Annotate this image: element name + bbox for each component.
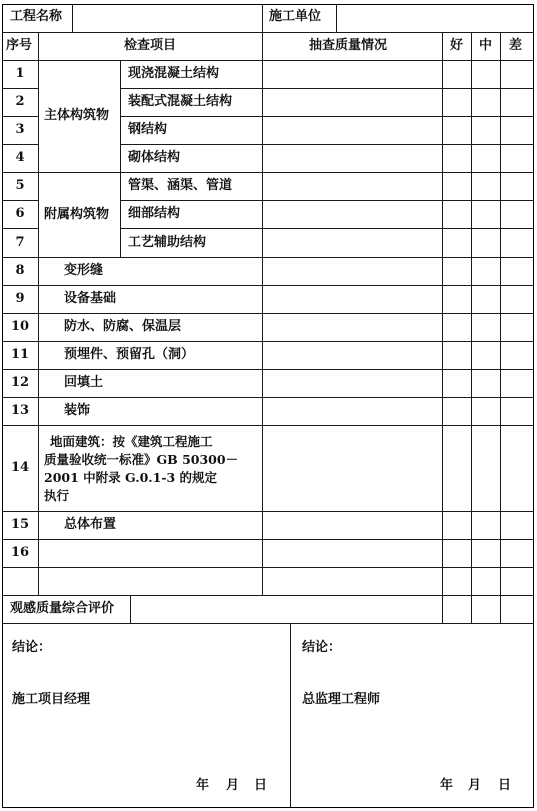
quality-cell[interactable] [263,258,442,285]
poor-cell[interactable] [501,314,533,341]
poor-cell[interactable] [501,540,533,567]
project-name-field[interactable] [73,5,262,32]
rule-group [120,60,121,257]
good-cell[interactable] [443,568,471,595]
medium-cell[interactable] [472,314,500,341]
row-item: 工艺辅助结构 [128,235,207,250]
row-no: 6 [15,206,25,221]
medium-cell[interactable] [472,286,500,313]
row-no: 8 [15,263,25,278]
good-cell[interactable] [443,61,471,88]
overall-medium-cell[interactable] [472,596,500,623]
row-item: 预埋件、预留孔（洞） [64,347,195,362]
row-no: 11 [10,347,30,362]
medium-cell[interactable] [472,568,500,595]
poor-cell[interactable] [501,568,533,595]
good-cell[interactable] [443,342,471,369]
rule-overall [2,623,534,624]
row-no: 9 [15,291,25,306]
row-no: 12 [10,375,30,390]
rule-after-header [2,32,534,33]
rule-row3-seq [2,144,38,145]
row-no: 14 [10,460,30,475]
rule-row5-seq [2,200,38,201]
overall-evaluation-field[interactable] [131,596,442,623]
row-item: 设备基础 [64,291,117,306]
date-day-right: 日 [498,778,512,793]
medium-cell[interactable] [472,201,500,228]
overall-evaluation-label: 观感质量综合评价 [10,601,115,616]
good-cell[interactable] [443,286,471,313]
row-item-line: 质量验收统一标准》GB 50300－ [44,452,239,467]
quality-cell[interactable] [263,229,442,257]
medium-cell[interactable] [472,426,500,511]
medium-cell[interactable] [472,61,500,88]
poor-cell[interactable] [501,61,533,88]
poor-cell[interactable] [501,145,533,172]
col-poor-header: 差 [509,38,523,53]
row-item: 现浇混凝土结构 [128,66,220,81]
good-cell[interactable] [443,540,471,567]
row-no: 7 [15,235,25,250]
row-item: 装配式混凝土结构 [128,94,233,109]
row-item: 回填土 [64,375,104,390]
row-item: 变形缝 [64,263,104,278]
project-manager-label: 施工项目经理 [12,692,91,707]
medium-cell[interactable] [472,117,500,144]
good-cell[interactable] [443,89,471,116]
medium-cell[interactable] [472,512,500,539]
date-year-right: 年 [440,778,454,793]
good-cell[interactable] [443,145,471,172]
col-quality-header: 抽查质量情况 [309,38,388,53]
good-cell[interactable] [443,229,471,257]
row-item: 总体布置 [64,517,117,532]
chief-supervisor-label: 总监理工程师 [302,692,381,707]
date-day-left: 日 [254,778,268,793]
rule-conclusion-split [290,623,291,807]
conclusion-right-field[interactable] [291,660,533,690]
good-cell[interactable] [443,258,471,285]
col-good-header: 好 [450,38,464,53]
row-no: 16 [10,545,30,560]
poor-cell[interactable] [501,512,533,539]
row-item: 细部结构 [128,206,181,221]
col-seq-header: 序号 [6,38,33,53]
poor-cell[interactable] [501,286,533,313]
medium-cell[interactable] [472,540,500,567]
quality-cell[interactable] [263,145,442,172]
date-month-right: 月 [468,778,482,793]
row-no: 15 [10,517,30,532]
quality-cell[interactable] [263,61,442,88]
date-month-left: 月 [226,778,240,793]
conclusion-left-field[interactable] [3,660,290,690]
row-no: 1 [15,66,25,81]
conclusion-right-label: 结论： [302,640,342,655]
conclusion-left-label: 结论： [12,640,52,655]
row-no: 2 [15,94,25,109]
good-cell[interactable] [443,117,471,144]
quality-cell[interactable] [263,173,442,200]
construction-unit-label: 施工单位 [269,9,322,24]
quality-cell[interactable] [263,314,442,341]
row-item: 防水、防腐、保温层 [64,319,182,334]
medium-cell[interactable] [472,398,500,425]
medium-cell[interactable] [472,342,500,369]
medium-cell[interactable] [472,89,500,116]
row-item-line: 执行 [44,488,70,503]
poor-cell[interactable] [501,201,533,228]
row-no: 4 [15,150,25,165]
medium-cell[interactable] [472,229,500,257]
good-cell[interactable] [443,370,471,397]
quality-cell[interactable] [263,342,442,369]
group-main-structure: 主体构筑物 [44,108,110,123]
row-item: 砌体结构 [128,150,181,165]
medium-cell[interactable] [472,173,500,200]
quality-cell[interactable] [263,201,442,228]
poor-cell[interactable] [501,117,533,144]
good-cell[interactable] [443,512,471,539]
rule-row6-seq [2,228,38,229]
good-cell[interactable] [443,201,471,228]
col-item-header: 检查项目 [124,38,177,53]
construction-unit-field[interactable] [337,5,533,32]
quality-cell[interactable] [263,426,442,511]
row-item-line: 2001 中附录 G.0.1-3 的规定 [44,470,218,485]
group-auxiliary-structure: 附属构筑物 [44,207,110,222]
poor-cell[interactable] [501,173,533,200]
poor-cell[interactable] [501,342,533,369]
poor-cell[interactable] [501,229,533,257]
poor-cell[interactable] [501,426,533,511]
row-no: 13 [10,403,30,418]
date-year-left: 年 [196,778,210,793]
rule-seq [38,32,39,595]
poor-cell[interactable] [501,258,533,285]
row-no: 5 [15,178,25,193]
quality-cell[interactable] [263,540,442,567]
project-name-label: 工程名称 [10,9,63,24]
quality-cell[interactable] [263,398,442,425]
poor-cell[interactable] [501,370,533,397]
medium-cell[interactable] [472,258,500,285]
poor-cell[interactable] [501,89,533,116]
row-item: 管渠、涵渠、管道 [128,178,233,193]
col-medium-header: 中 [479,38,493,53]
quality-cell[interactable] [263,117,442,144]
good-cell[interactable] [443,398,471,425]
quality-cell[interactable] [263,512,442,539]
rule-right [533,4,534,808]
good-cell[interactable] [443,426,471,511]
quality-cell[interactable] [263,370,442,397]
medium-cell[interactable] [472,145,500,172]
medium-cell[interactable] [472,370,500,397]
overall-poor-cell[interactable] [501,596,533,623]
rule-bottom [2,807,534,808]
rule-row1-seq [2,88,38,89]
overall-good-cell[interactable] [443,596,471,623]
row-item-line: 地面建筑：按《建筑工程施工 [50,434,213,449]
quality-cell[interactable] [263,89,442,116]
row-no: 10 [10,319,30,334]
row-item: 装饰 [64,403,91,418]
good-cell[interactable] [443,314,471,341]
rule-h-mid [262,4,263,32]
poor-cell[interactable] [501,398,533,425]
good-cell[interactable] [443,173,471,200]
quality-cell[interactable] [263,286,442,313]
rule-row2-seq [2,116,38,117]
row-no: 3 [15,122,25,137]
quality-cell[interactable] [263,568,442,595]
row-item: 钢结构 [128,122,168,137]
